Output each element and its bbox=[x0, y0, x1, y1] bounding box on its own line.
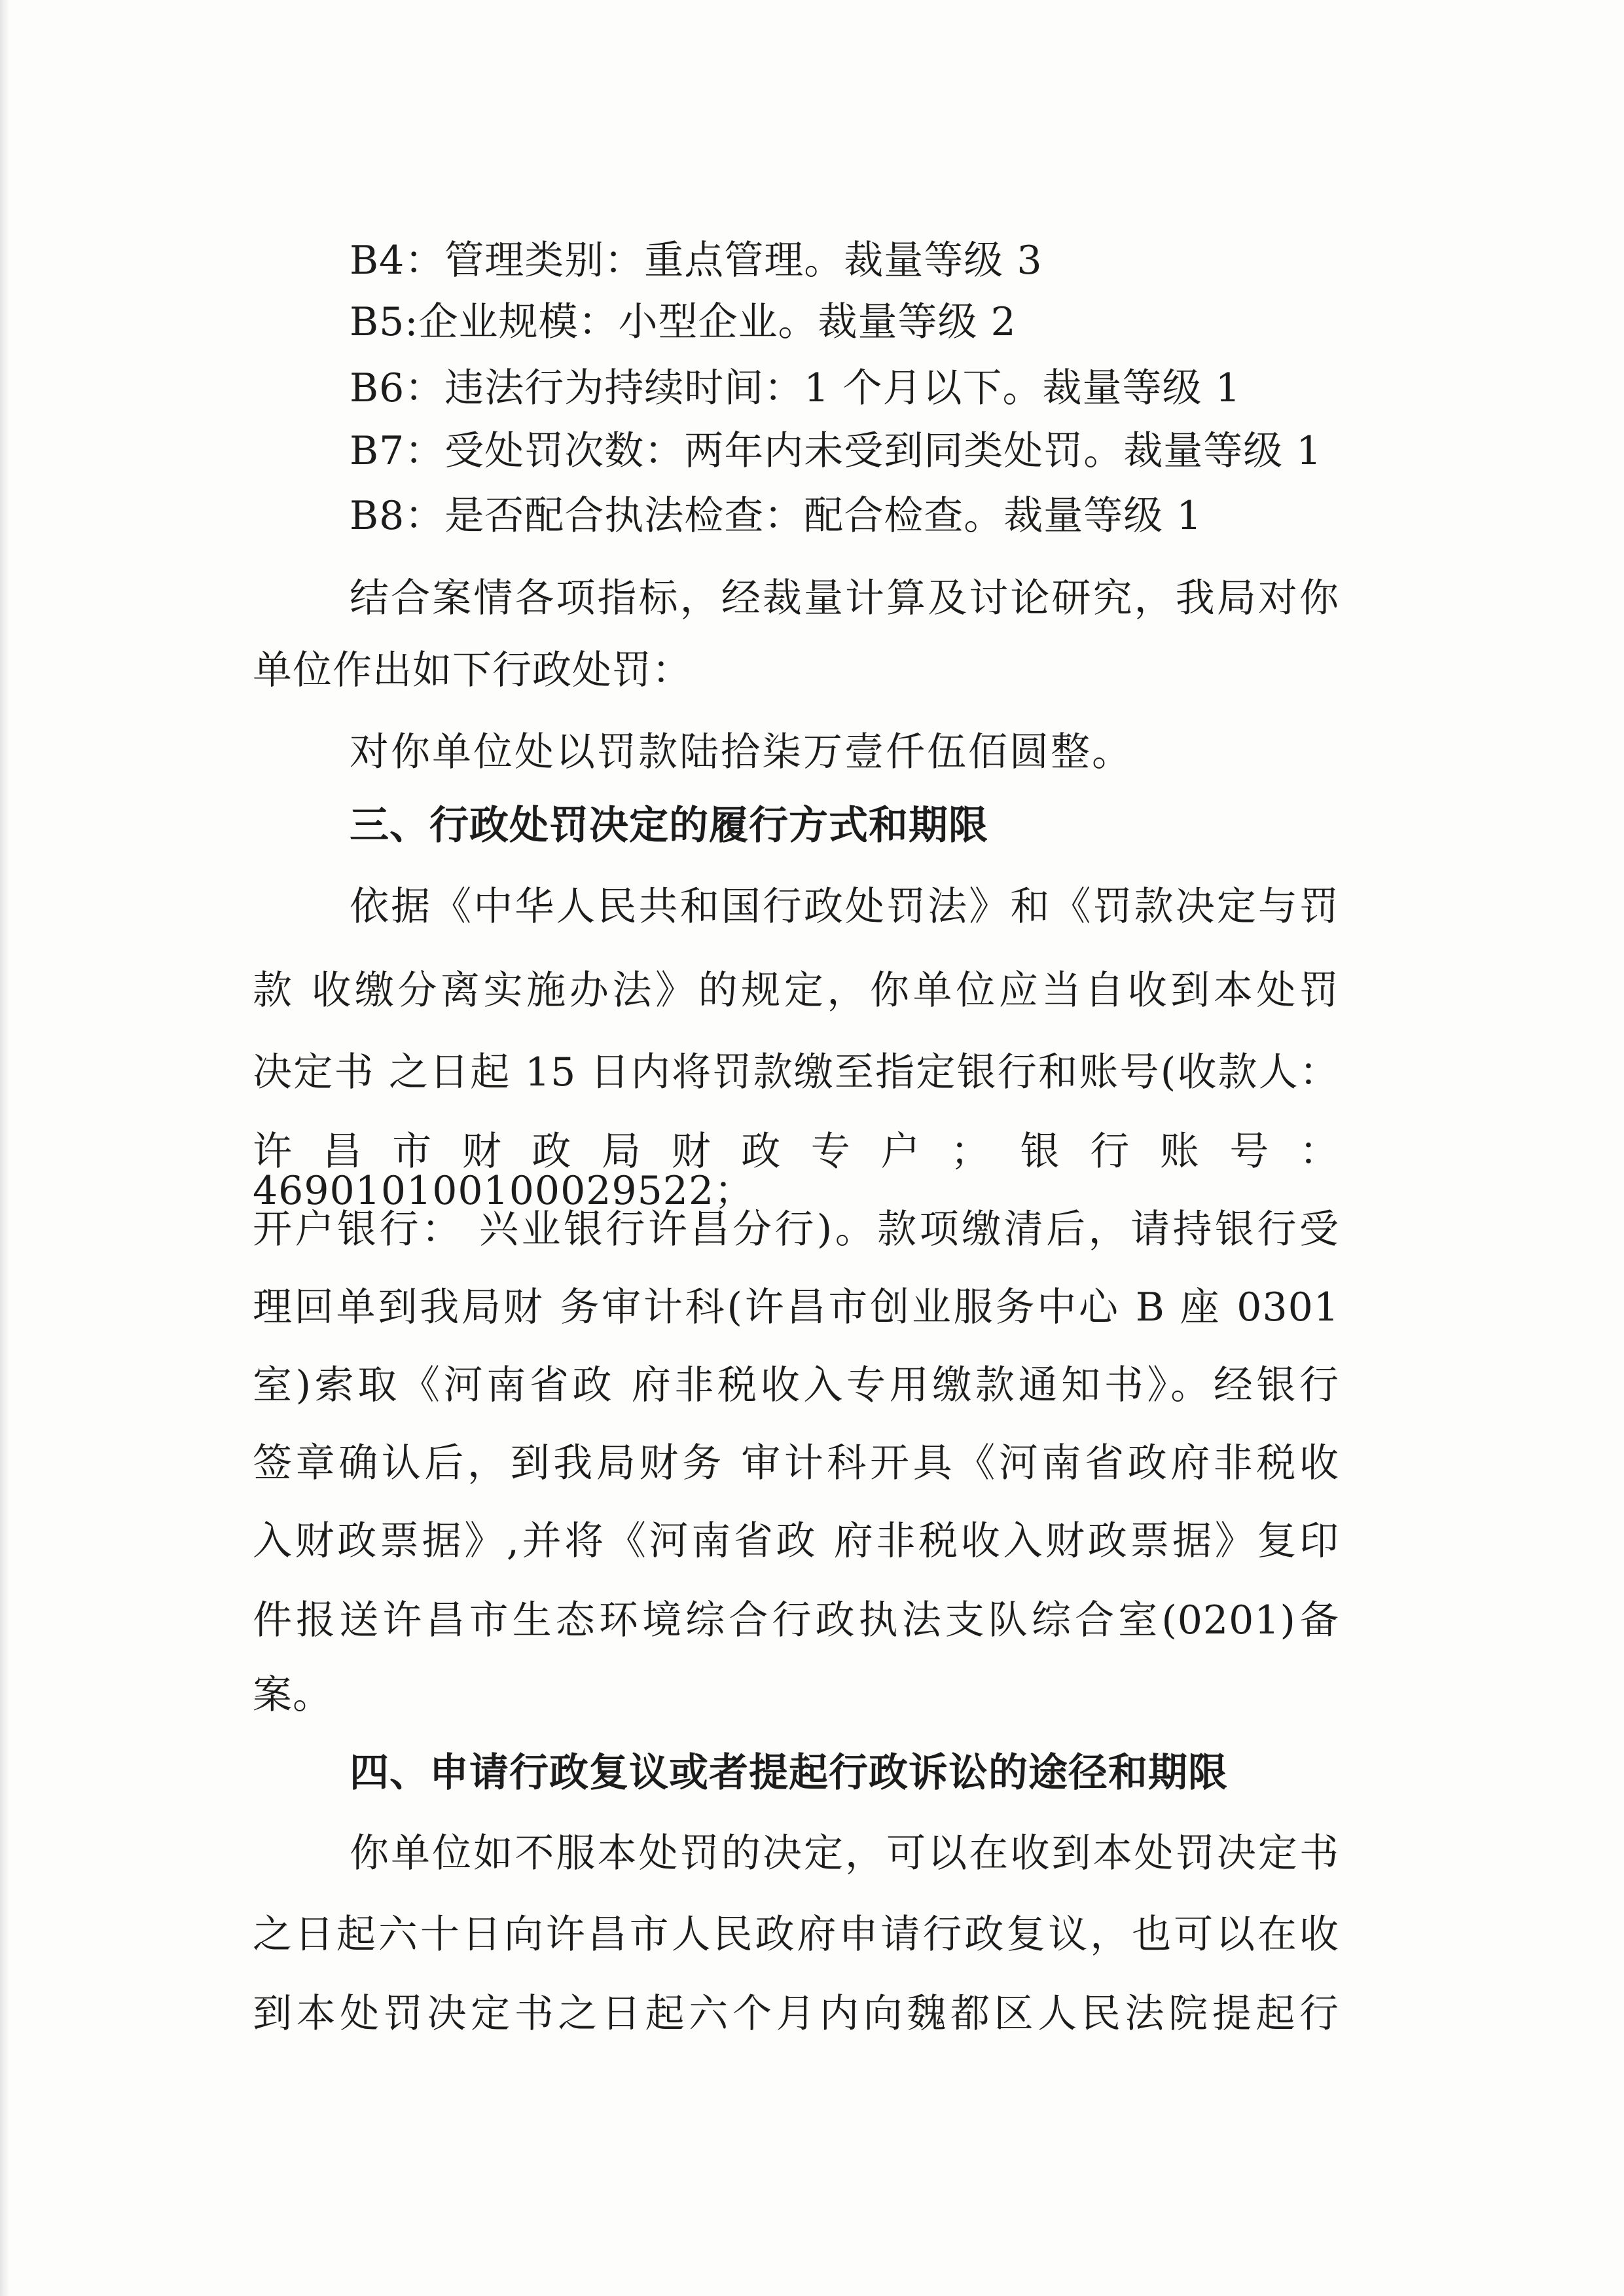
section-3-line-10: 件报送许昌市生态环境综合行政执法支队综合室(0201)备 bbox=[253, 1597, 1339, 1643]
section-4-line-3: 到本处罚决定书之日起六个月内向魏都区人民法院提起行 bbox=[253, 1991, 1339, 2037]
section-4-heading: 四、申请行政复议或者提起行政诉讼的途径和期限 bbox=[350, 1750, 1228, 1796]
penalty-statement: 对你单位处以罚款陆拾柒万壹仟伍佰圆整。 bbox=[350, 729, 1133, 775]
section-4-line-1: 你单位如不服本处罚的决定，可以在收到本处罚决定书 bbox=[350, 1831, 1339, 1876]
section-3-line-5: 开户银行： 兴业银行许昌分行)。款项缴清后，请持银行受 bbox=[253, 1207, 1339, 1252]
discretion-item-b5: B5:企业规模：小型企业。裁量等级 2 bbox=[350, 299, 1017, 345]
conclusion-line-2: 单位作出如下行政处罚： bbox=[253, 647, 692, 693]
discretion-item-b7: B7：受处罚次数：两年内未受到同类处罚。裁量等级 1 bbox=[350, 428, 1322, 474]
section-3-line-9: 入财政票据》,并将《河南省政 府非税收入财政票据》复印 bbox=[253, 1518, 1339, 1564]
section-3-line-11: 案。 bbox=[253, 1672, 333, 1718]
section-3-line-4: 许昌市财政局财政专户；银行账号：469010100100029522； bbox=[253, 1129, 1339, 1214]
section-3-line-2: 款 收缴分离实施办法》的规定，你单位应当自收到本处罚 bbox=[253, 968, 1339, 1013]
discretion-item-b6: B6：违法行为持续时间：1 个月以下。裁量等级 1 bbox=[350, 365, 1241, 411]
section-3-line-3: 决定书 之日起 15 日内将罚款缴至指定银行和账号(收款人： bbox=[253, 1049, 1339, 1095]
section-3-line-8: 签章确认后，到我局财务 审计科开具《河南省政府非税收 bbox=[253, 1440, 1339, 1486]
section-3-line-1: 依据《中华人民共和国行政处罚法》和《罚款决定与罚 bbox=[350, 884, 1339, 930]
scan-edge-shadow bbox=[0, 0, 9, 2296]
discretion-item-b4: B4：管理类别：重点管理。裁量等级 3 bbox=[350, 238, 1043, 283]
section-3-line-6: 理回单到我局财 务审计科(许昌市创业服务中心 B 座 0301 bbox=[253, 1285, 1339, 1330]
discretion-item-b8: B8：是否配合执法检查：配合检查。裁量等级 1 bbox=[350, 493, 1202, 539]
section-3-heading: 三、行政处罚决定的履行方式和期限 bbox=[350, 803, 988, 848]
section-4-line-2: 之日起六十日向许昌市人民政府申请行政复议，也可以在收 bbox=[253, 1912, 1339, 1958]
conclusion-line-1: 结合案情各项指标，经裁量计算及讨论研究，我局对你 bbox=[350, 575, 1339, 621]
section-3-line-7: 室)索取《河南省政 府非税收入专用缴款通知书》。经银行 bbox=[253, 1362, 1339, 1408]
